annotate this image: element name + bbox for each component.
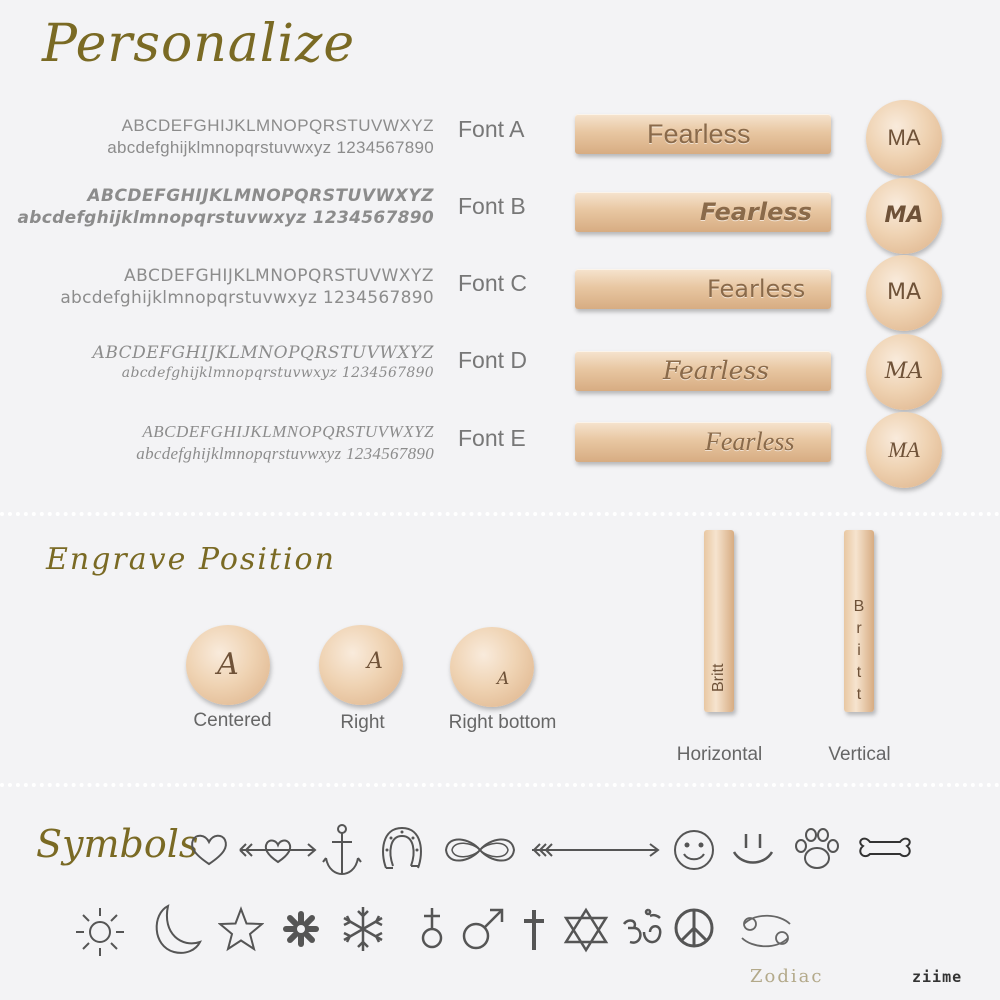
font-b-sample [18,186,434,228]
section-divider [0,512,1000,516]
font-e-uppercase: ABCDEFGHIJKLMNOPQRSTUVWXYZ [142,422,434,441]
font-c-bar[interactable] [575,269,831,309]
engrave-right-disc[interactable] [319,625,403,705]
vertical-bar-letter: i [857,642,861,659]
font-a-bar-text: Fearless [647,119,751,149]
smiley-icon[interactable] [672,828,716,872]
font-d-sample [93,343,434,381]
font-a-disc[interactable]: MA [866,100,942,176]
font-d-bar[interactable] [575,351,831,391]
mars-icon[interactable] [458,904,508,954]
arrow-heart-icon[interactable] [238,832,318,868]
star-of-david-icon[interactable] [562,906,610,954]
font-d-uppercase: ABCDEFGHIJKLMNOPQRSTUVWXYZ [92,343,434,363]
anchor-icon[interactable] [322,822,362,878]
brand-logo: ziime [912,968,963,986]
infinity-icon[interactable] [440,832,520,868]
zodiac-label: Zodiac [750,966,824,987]
font-c-disc[interactable]: MA [866,255,942,331]
engrave-right-bottom-disc[interactable] [450,627,534,707]
engrave-right-label: Right [340,712,385,733]
font-e-disc[interactable]: MA [866,412,942,488]
symbols-title: Symbols [36,822,199,866]
vertical-bar-letter: t [856,664,862,681]
peace-icon[interactable] [672,906,716,950]
star-icon[interactable] [218,906,264,952]
font-a-uppercase: ABCDEFGHIJKLMNOPQRSTUVWXYZ [121,116,434,135]
font-e-bar[interactable] [575,422,831,462]
vertical-bar-letter: r [856,620,862,637]
engrave-centered-label: Centered [193,710,272,731]
font-b-uppercase: ABCDEFGHIJKLMNOPQRSTUVWXYZ [87,186,434,206]
font-c-lowercase: abcdefghijklmnopqrstuvwxyz 1234567890 [60,288,434,308]
engrave-centered-letter: A [217,647,239,682]
cancer-icon[interactable] [736,910,796,952]
cross-icon[interactable] [518,906,550,954]
vertical-bar-letter: B [853,598,865,615]
engrave-centered-disc[interactable] [186,625,270,705]
sun-icon[interactable] [72,904,128,960]
om-icon[interactable] [618,906,666,952]
engrave-right-bottom-label: Right bottom [448,712,557,733]
paw-icon[interactable] [792,824,842,874]
font-a-bar[interactable] [575,114,831,154]
moon-icon[interactable] [148,902,204,958]
heart-icon[interactable] [188,830,230,870]
engrave-position-title: Engrave Position [46,542,336,577]
font-b-bar-text: Fearless [700,198,812,226]
font-a-lowercase: abcdefghijklmnopqrstuvwxyz 1234567890 [107,138,434,157]
bone-icon[interactable] [858,830,912,870]
engrave-right-bottom-letter: A [497,669,510,689]
font-c-sample [60,266,434,308]
horseshoe-icon[interactable] [378,822,426,872]
font-b-bar[interactable] [575,192,831,232]
horizontal-label: Horizontal [676,744,763,765]
font-d-disc[interactable]: MA [866,334,942,410]
arrow-icon[interactable] [530,838,660,862]
vertical-bar-letter: t [856,686,862,703]
section-divider [0,783,1000,787]
vertical-bar[interactable] [844,530,874,712]
vertical-bar-text [844,596,874,706]
font-e-lowercase: abcdefghijklmnopqrstuvwxyz 1234567890 [136,444,434,463]
vertical-label: Vertical [828,744,891,765]
font-a-sample [107,116,434,158]
font-c-uppercase: ABCDEFGHIJKLMNOPQRSTUVWXYZ [123,266,434,286]
font-b-lowercase: abcdefghijklmnopqrstuvwxyz 1234567890 [17,208,434,228]
font-c-bar-text: Fearless [707,275,806,303]
font-a-label[interactable]: Font A [458,116,525,142]
font-b-disc[interactable]: MA [866,178,942,254]
font-b-label[interactable]: Font B [458,193,526,219]
simple-smile-icon[interactable] [730,828,776,870]
font-e-label[interactable]: Font E [458,425,526,451]
flower-icon[interactable] [278,906,324,952]
font-e-bar-text: Fearless [705,427,795,456]
font-d-label[interactable]: Font D [458,347,528,373]
engrave-right-letter: A [367,649,383,674]
horizontal-bar-text: Britt [710,663,727,692]
horizontal-bar[interactable] [704,530,734,712]
font-e-sample [136,422,434,464]
font-d-bar-text: Fearless [663,356,770,385]
font-d-lowercase: abcdefghijklmnopqrstuvwxyz 1234567890 [121,365,434,381]
font-c-label[interactable]: Font C [458,270,528,296]
venus-icon[interactable] [414,904,450,960]
page-title: Personalize [42,14,356,74]
snowflake-icon[interactable] [338,904,388,954]
